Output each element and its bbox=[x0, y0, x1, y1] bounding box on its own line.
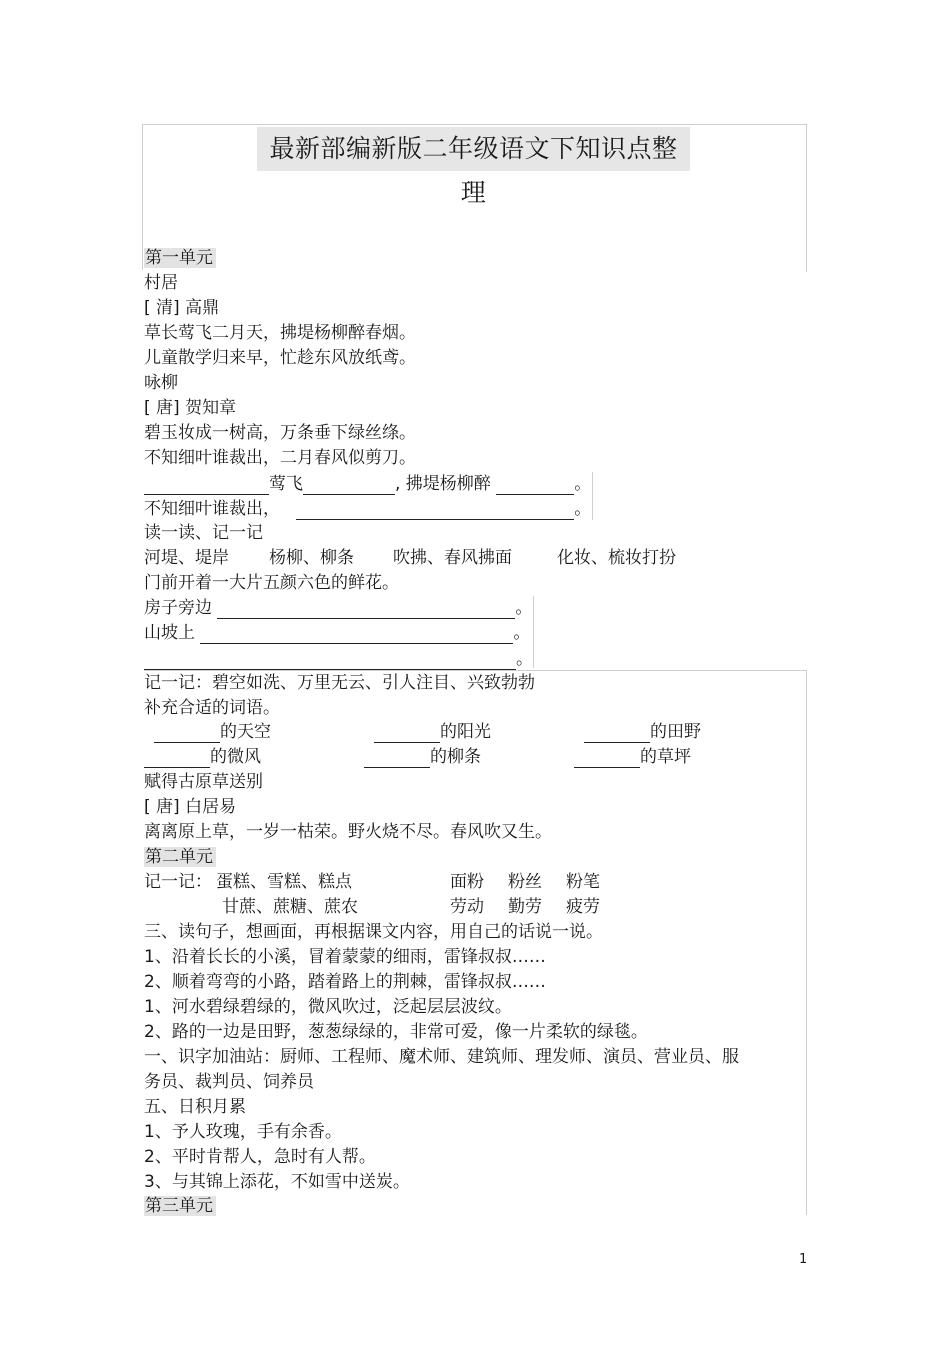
page-number: 1 bbox=[799, 1252, 808, 1267]
section5-heading: 五、日积月累 bbox=[144, 1097, 246, 1117]
phrase: 的草坪 bbox=[640, 747, 691, 767]
word: 勤劳 bbox=[508, 897, 542, 917]
sentence-item: 2、顺着弯弯的小路，踏着路上的荆棘，雷锋叔叔…… bbox=[144, 972, 546, 992]
word-group: 甘蔗、蔗糖、蔗农 bbox=[222, 897, 358, 917]
phrase: 的微风 bbox=[210, 747, 261, 767]
word-group: 河堤、堤岸 bbox=[144, 548, 229, 568]
poem1-title: 村居 bbox=[144, 273, 178, 293]
fill-line-3: 房子旁边 。 bbox=[144, 598, 533, 618]
phrase: 的阳光 bbox=[440, 722, 491, 742]
poem1-line1: 草长莺飞二月天，拂堤杨柳醉春烟。 bbox=[144, 323, 416, 343]
word-group: 杨柳、柳条 bbox=[269, 548, 354, 568]
word: 粉笔 bbox=[566, 872, 600, 892]
poem3-line1: 离离原上草，一岁一枯荣。野火烧不尽。春风吹又生。 bbox=[144, 822, 552, 842]
fill-line-5: 。 bbox=[144, 648, 533, 670]
remember-line: 记一记：碧空如洗、万里无云、引人注目、兴致勃勃 bbox=[144, 673, 535, 693]
literacy-line-1: 一、识字加油站：厨师、工程师、魔术师、建筑师、理发师、演员、营业员、服 bbox=[144, 1047, 739, 1067]
remember-label: 记一记： bbox=[144, 872, 212, 892]
fill-blank[interactable] bbox=[144, 651, 516, 670]
unit2-heading: 第二单元 bbox=[144, 846, 216, 868]
phrase: 的柳条 bbox=[430, 747, 481, 767]
fill-blank[interactable] bbox=[584, 724, 650, 743]
word: 粉丝 bbox=[508, 872, 542, 892]
poem2-author: [ 唐] 贺知章 bbox=[144, 398, 237, 418]
frame-left-border bbox=[142, 124, 143, 270]
supplement-line: 补充合适的词语。 bbox=[144, 698, 280, 718]
frame-lower-right bbox=[806, 670, 807, 1215]
frame-fill-box-right bbox=[592, 472, 593, 520]
word: 劳动 bbox=[450, 897, 484, 917]
word-group: 吹拂、春风拂面 bbox=[393, 548, 512, 568]
phrase: 的田野 bbox=[650, 722, 701, 742]
fill-blank[interactable] bbox=[374, 724, 440, 743]
frame-lower-top bbox=[144, 670, 807, 671]
poem3-title: 赋得古原草送别 bbox=[144, 772, 263, 792]
unit3-heading: 第三单元 bbox=[144, 1195, 216, 1217]
fill-blank[interactable] bbox=[144, 476, 269, 495]
proverb-item: 3、与其锦上添花，不如雪中送炭。 bbox=[144, 1172, 410, 1192]
page-title: 最新部编新版二年级语文下知识点整理 bbox=[257, 127, 690, 171]
fill-line-1: 莺飞 , 拂堤杨柳醉 。 bbox=[144, 473, 591, 495]
poem2-line2: 不知细叶谁裁出，二月春风似剪刀。 bbox=[144, 448, 416, 468]
fill-blank[interactable] bbox=[496, 476, 574, 495]
sentence-item: 1、河水碧绿碧绿的，微风吹过，泛起层层波纹。 bbox=[144, 997, 512, 1017]
fill-blank[interactable] bbox=[200, 625, 513, 644]
word-group: 蛋糕、雪糕、糕点 bbox=[216, 872, 352, 892]
sentence-item: 1、沿着长长的小溪，冒着蒙蒙的细雨，雷锋叔叔…… bbox=[144, 947, 546, 967]
poem2-line1: 碧玉妆成一树高，万条垂下绿丝绦。 bbox=[144, 423, 416, 443]
frame-top-border bbox=[142, 124, 807, 125]
section3-heading: 三、读句子，想画面，再根据课文内容，用自己的话说一说。 bbox=[144, 922, 603, 942]
sentence: 门前开着一大片五颜六色的鲜花。 bbox=[144, 573, 399, 593]
proverb-item: 2、平时肯帮人，急时有人帮。 bbox=[144, 1147, 376, 1167]
read-heading: 读一读、记一记 bbox=[144, 523, 263, 543]
frame-right-border bbox=[806, 124, 807, 272]
unit1-heading: 第一单元 bbox=[144, 247, 216, 269]
fill-line-4: 山坡上 。 bbox=[144, 623, 531, 643]
poem3-author: [ 唐] 白居易 bbox=[144, 797, 237, 817]
word: 疲劳 bbox=[566, 897, 600, 917]
proverb-item: 1、予人玫瑰，手有余香。 bbox=[144, 1122, 342, 1142]
fill-blank[interactable] bbox=[217, 600, 515, 619]
poem1-line2: 儿童散学归来早，忙趁东风放纸鸢。 bbox=[144, 348, 416, 368]
fill-line-2: 不知细叶谁裁出， 。 bbox=[144, 499, 592, 519]
poem1-author: [ 清] 高鼎 bbox=[144, 298, 220, 318]
poem2-title: 咏柳 bbox=[144, 373, 178, 393]
literacy-line-2: 务员、裁判员、饲养员 bbox=[144, 1072, 314, 1092]
fill-blank[interactable] bbox=[154, 724, 220, 743]
fill-blank[interactable] bbox=[364, 749, 430, 768]
fill-blank[interactable] bbox=[144, 749, 210, 768]
fill-blank[interactable] bbox=[574, 749, 640, 768]
word: 面粉 bbox=[450, 872, 484, 892]
fill-blank[interactable] bbox=[296, 501, 574, 520]
phrase: 的天空 bbox=[220, 722, 271, 742]
word-group: 化妆、梳妆打扮 bbox=[557, 548, 676, 568]
sentence-item: 2、路的一边是田野，葱葱绿绿的，非常可爱，像一片柔软的绿毯。 bbox=[144, 1022, 648, 1042]
fill-blank[interactable] bbox=[303, 476, 395, 495]
frame-fill-box-right-2 bbox=[533, 596, 534, 668]
